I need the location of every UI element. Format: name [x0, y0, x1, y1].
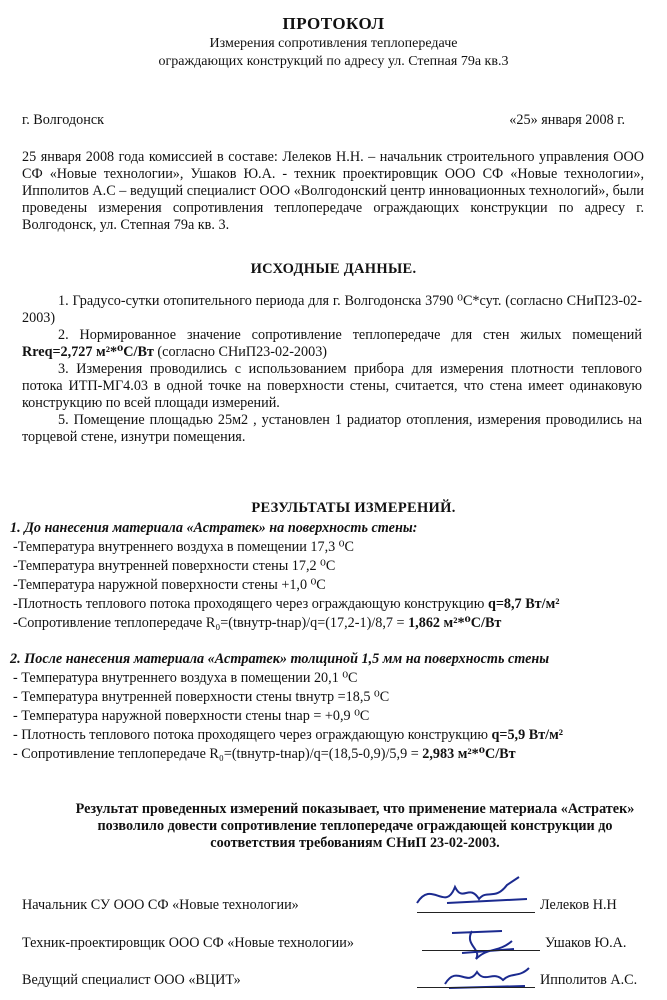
after-line-1: - Температура внутреннего воздуха в помещении 20,1 ⁰С [13, 670, 358, 686]
signature-role-3: Ведущий специалист ООО «ВЦИТ» [22, 972, 241, 988]
signature-line-2 [422, 950, 540, 951]
before-resistance-text: -Сопротивление теплопередаче R₀=(tвнутр-tнар)/q=(17,2-1)/8,7 = [13, 615, 409, 631]
after-flux-text: - Плотность теплового потока проходящего через ограждающую конструкцию [13, 727, 492, 743]
document-subtitle-line1: Измерения сопротивления теплопередаче [209, 36, 458, 51]
intro-paragraph: 25 января 2008 года комиссией в составе: Лелеков Н.Н. – начальник строительного управления ООО СФ «Новые технологии», Ушаков Ю.А. - техник проектировщик ООО СФ «Новые технологии», Ипполитов А.С – ведущий специалист ООО «Волгодонский центр инновационных технологий», были проведены измерения сопротивления теплопередаче ограждающих конструкции по адресу г. Волгодонск, ул. Степная 79а кв. 3. [22, 149, 644, 234]
signature-row-2 [22, 935, 642, 963]
before-line-2: -Температура внутренней поверхности стены 17,2 ⁰С [13, 558, 336, 574]
initial-item-3: 3. Измерения проводились с использованием прибора для измерения плотности теплового потока ИТП-МГ4.03 в одной точке на поверхности стены, считается, что стена имеет одинаковую конструкцию по всей площади измерений. [22, 361, 642, 412]
signature-row-1 [22, 897, 642, 925]
after-line-3: - Температура наружной поверхности стены tнар = +0,9 ⁰С [13, 708, 370, 724]
signature-line-1 [417, 912, 535, 913]
before-flux-text: -Плотность теплового потока проходящего через ограждающую конструкцию [13, 596, 488, 612]
document-title: ПРОТОКОЛ [282, 14, 385, 33]
results-after-list [13, 670, 653, 765]
signature-scribble-1 [407, 873, 547, 921]
initial-data-list [22, 293, 642, 446]
results-heading: РЕЗУЛЬТАТЫ ИЗМЕРЕНИЙ. [251, 500, 456, 516]
signature-scribble-3 [437, 958, 537, 994]
signature-name-2: Ушаков Ю.А. [545, 935, 627, 951]
document-date: «25» января 2008 г. [509, 112, 625, 128]
initial-item-2 [22, 327, 642, 361]
before-flux-value: q=8,7 Вт/м² [487, 596, 560, 612]
signature-role-1: Начальник СУ ООО СФ «Новые технологии» [22, 897, 299, 913]
after-resistance-value: 2,983 м²*⁰С/Вт [422, 746, 516, 762]
initial-data-heading: ИСХОДНЫЕ ДАННЫЕ. [250, 261, 417, 277]
initial-item-2-text: 2. Нормированное значение сопротивление теплопередаче для стен жилых помещений [58, 327, 642, 344]
initial-item-2-post: (согласно СНиП23-02-2003) [153, 344, 328, 361]
before-line-3: -Температура наружной поверхности стены +1,0 ⁰С [13, 577, 326, 593]
city-label: г. Волгодонск [22, 112, 105, 128]
signature-role-2: Техник-проектировщик ООО СФ «Новые технологии» [22, 935, 354, 951]
before-resistance-value: 1,862 м²*⁰С/Вт [408, 615, 502, 631]
initial-item-1: 1. Градусо-сутки отопительного периода для г. Волгодонска 3790 ⁰С*сут. (согласно СНиП23-02-2003) [22, 293, 642, 327]
results-before-title: 1. До нанесения материала «Астратек» на поверхность стены: [10, 520, 418, 536]
after-line-2: - Температура внутренней поверхности стены tвнутр =18,5 ⁰С [13, 689, 390, 705]
before-line-5 [13, 615, 653, 634]
initial-item-5: 5. Помещение площадью 25м2 , установлен 1 радиатор отопления, измерения проводились на торцевой стене, изнутри помещения. [22, 412, 642, 446]
required-resistance-value: Rreq=2,727 м²*⁰С/Вт [22, 344, 154, 361]
after-flux-value: q=5,9 Вт/м² [491, 727, 564, 743]
signature-row-3 [22, 972, 642, 1000]
signature-name-3: Ипполитов А.С. [540, 972, 638, 988]
after-resistance-text: - Сопротивление теплопередаче R₀=(tвнутр-tнар)/q=(18,5-0,9)/5,9 = [13, 746, 423, 762]
after-line-4 [13, 727, 653, 746]
results-after-title: 2. После нанесения материала «Астратек» толщиной 1,5 мм на поверхность стены [10, 651, 550, 667]
before-line-1: -Температура внутреннего воздуха в помещении 17,3 ⁰С [13, 539, 354, 555]
results-before-list [13, 539, 653, 634]
conclusion-paragraph: Результат проведенных измерений показывает, что применение материала «Астратек» позволило довести сопротивление теплопередаче ограждающей конструкции до соответствия требованиям СНиП 23-02-2003. [75, 801, 635, 852]
before-line-4 [13, 596, 653, 615]
signature-name-1: Лелеков Н.Н [540, 897, 617, 913]
signature-line-3 [417, 987, 535, 988]
document-subtitle-line2: ограждающих конструкций по адресу ул. Степная 79а кв.3 [158, 54, 509, 69]
after-line-5 [13, 746, 653, 765]
